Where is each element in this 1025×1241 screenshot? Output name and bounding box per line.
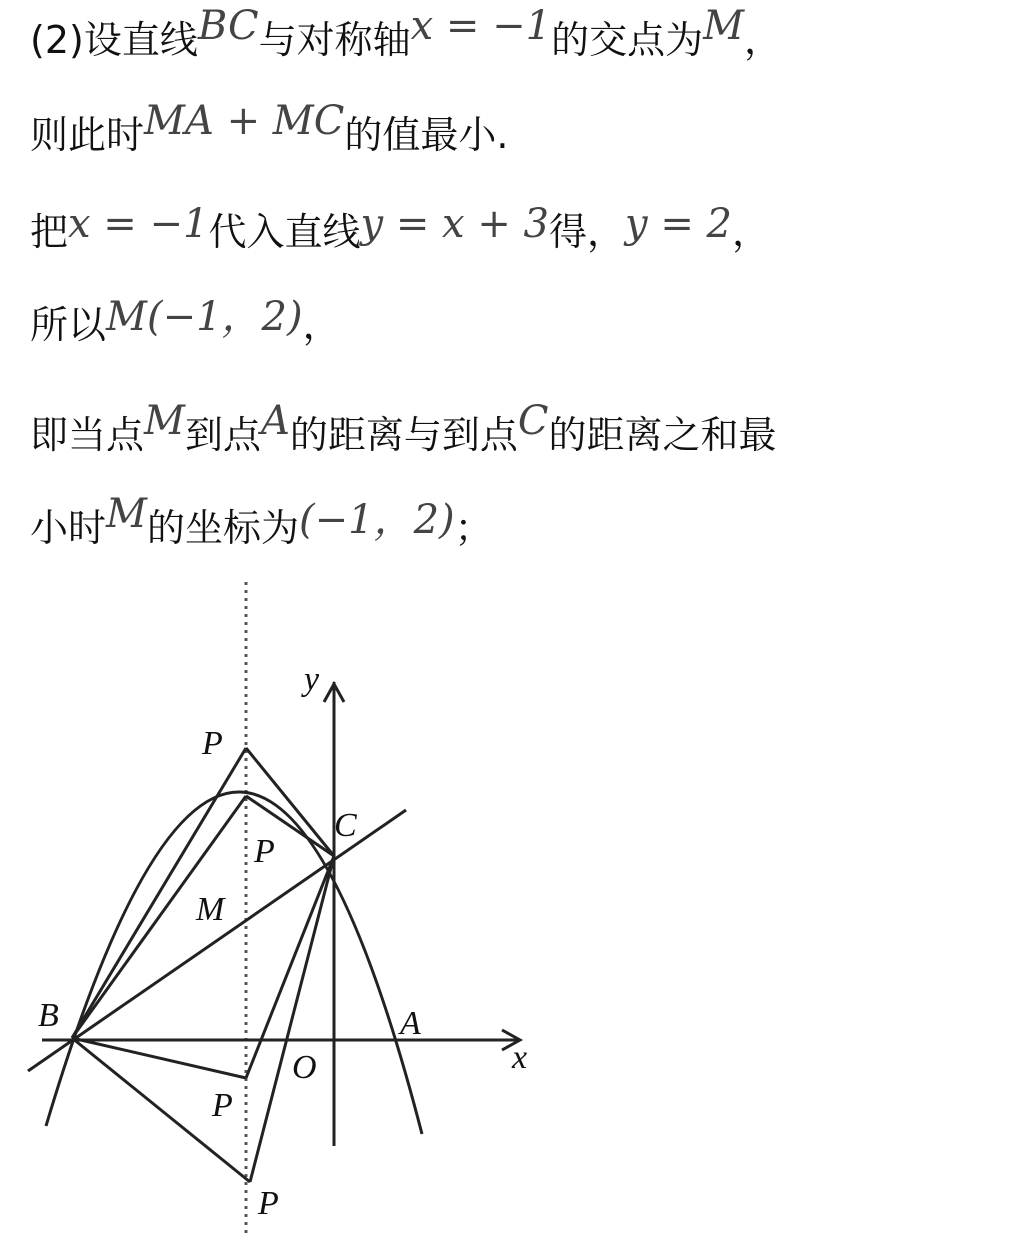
label-b: B bbox=[38, 997, 59, 1034]
math-expression: M(−1，2) bbox=[106, 294, 303, 340]
text-segment: ， bbox=[744, 18, 783, 62]
text-segment: 代入直线 bbox=[208, 210, 361, 254]
math-expression: x = −1 bbox=[68, 201, 209, 247]
label-p2: P bbox=[254, 833, 275, 870]
text-line-6 bbox=[30, 491, 493, 568]
text-segment: 则此时 bbox=[30, 113, 145, 157]
label-a: A bbox=[400, 1005, 421, 1042]
line-bc bbox=[28, 810, 406, 1071]
math-expression: y = x + 3 bbox=[360, 201, 549, 247]
math-expression: C bbox=[517, 398, 549, 444]
text-line-5 bbox=[30, 398, 777, 475]
text-segment: 的距离与到点 bbox=[289, 413, 518, 457]
text-segment: (2)设直线 bbox=[30, 18, 198, 62]
geometry-figure bbox=[20, 570, 560, 1241]
text-segment: 的交点为 bbox=[551, 18, 704, 62]
text-segment: 的距离之和最 bbox=[548, 413, 777, 457]
text-segment: 得， bbox=[549, 210, 626, 254]
math-expression: M bbox=[703, 3, 745, 49]
math-expression: A bbox=[261, 398, 290, 444]
text-segment: 与对称轴 bbox=[258, 18, 411, 62]
figure-svg bbox=[20, 570, 560, 1241]
math-expression: M bbox=[106, 491, 147, 537]
label-y: y bbox=[304, 661, 320, 698]
text-segment: ， bbox=[732, 210, 771, 254]
text-segment: ， bbox=[302, 303, 341, 347]
text-segment: ； bbox=[454, 506, 493, 550]
segment-p4c bbox=[250, 856, 334, 1182]
label-m: M bbox=[196, 891, 225, 928]
label-p1: P bbox=[202, 725, 223, 762]
math-expression: M bbox=[144, 398, 185, 444]
text-line-3 bbox=[30, 201, 771, 272]
text-line-2 bbox=[30, 98, 509, 175]
math-expression: MA + MC bbox=[144, 98, 345, 144]
text-segment: 小时 bbox=[30, 506, 107, 550]
label-origin: O bbox=[292, 1049, 317, 1086]
text-segment: 即当点 bbox=[30, 413, 145, 457]
label-c: C bbox=[334, 807, 357, 844]
math-expression: y = 2 bbox=[625, 201, 733, 247]
text-segment: 把 bbox=[30, 210, 69, 254]
math-expression: BC bbox=[197, 3, 259, 49]
text-line-4 bbox=[30, 294, 341, 365]
text-line-1 bbox=[30, 3, 783, 80]
label-p3: P bbox=[212, 1087, 233, 1124]
math-expression: x = −1 bbox=[410, 3, 552, 49]
parabola bbox=[46, 792, 422, 1134]
label-x: x bbox=[512, 1039, 528, 1076]
math-expression: (−1，2) bbox=[299, 497, 455, 543]
text-segment: 所以 bbox=[30, 303, 107, 347]
label-p4: P bbox=[258, 1185, 279, 1222]
text-segment: 到点 bbox=[184, 413, 261, 457]
text-segment: 的坐标为 bbox=[146, 506, 299, 550]
text-segment: 的值最小. bbox=[344, 113, 509, 157]
